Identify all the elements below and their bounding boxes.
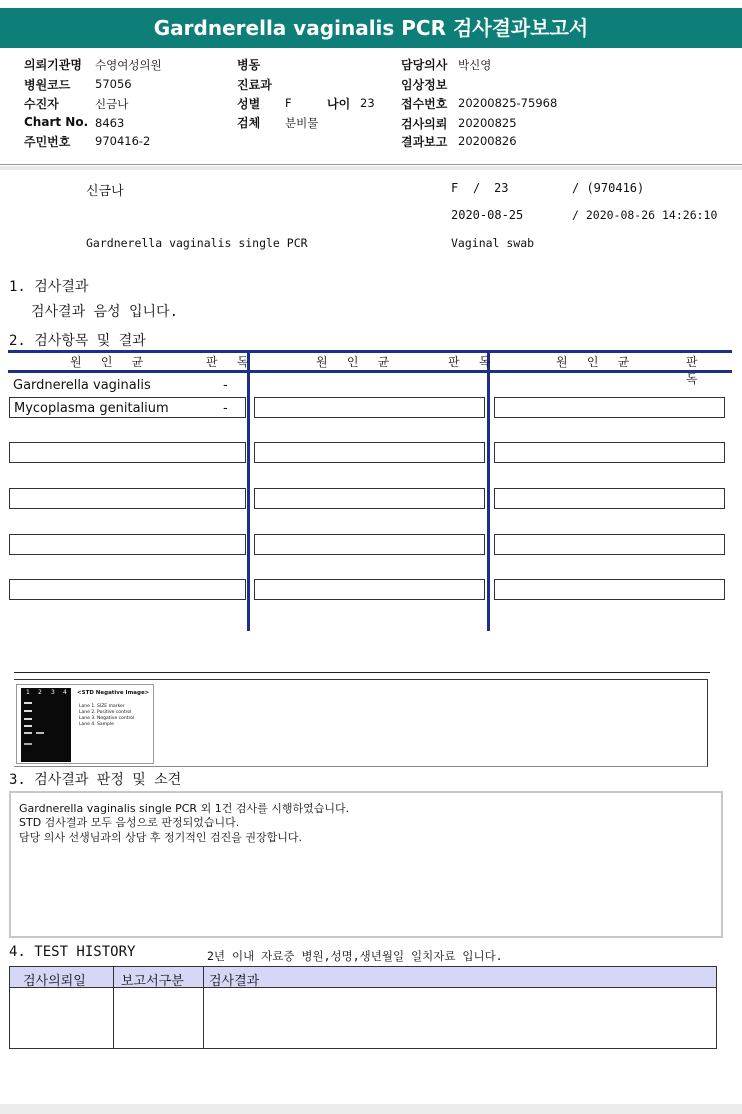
gel-legend: Lane 2. Positive control <box>79 710 132 715</box>
receipt-no-label: 접수번호 <box>401 97 448 111</box>
opinion-line: Gardnerella vaginalis single PCR 외 1건 검사를 시행하였습니다. <box>19 802 350 815</box>
col-header-name-2: 원 인 균 <box>316 355 396 369</box>
lane-number: 4 <box>63 689 67 696</box>
section2-title: 2. 검사항목 및 결과 <box>9 333 146 349</box>
result-cell <box>254 579 485 600</box>
result-cell <box>9 442 246 463</box>
gel-legend: Lane 3. Negative control <box>79 716 135 721</box>
age-value: 23 <box>360 96 375 110</box>
section1-result-text: 검사결과 음성 입니다. <box>31 304 179 320</box>
table-header-rule <box>8 370 732 373</box>
history-note: 2년 이내 자료중 병원,성명,생년월일 일치자료 입니다. <box>207 949 503 963</box>
summary-test-name: Gardnerella vaginalis single PCR <box>86 236 308 250</box>
page-footer-shade <box>0 1104 742 1114</box>
result-cell <box>254 397 485 418</box>
col-header-result-1: 판 독 <box>206 355 255 369</box>
organism-name: Mycoplasma genitalium <box>14 401 169 416</box>
gel-legend: Lane 4. Sample <box>79 722 114 727</box>
clinical-info-label: 임상정보 <box>401 78 448 92</box>
header-info <box>0 54 742 154</box>
chart-no-value: 8463 <box>95 116 125 130</box>
gel-band <box>24 710 32 712</box>
table-col-sep-2 <box>487 350 490 631</box>
org-value: 수영여성의원 <box>95 58 162 72</box>
gel-band <box>24 702 32 704</box>
table-col-sep-1 <box>247 350 250 631</box>
lane-number: 1 <box>26 689 30 696</box>
organism-result: - <box>223 378 228 393</box>
col-header-name-1: 원 인 균 <box>70 355 150 369</box>
result-cell <box>9 488 246 509</box>
ward-label: 병동 <box>237 58 261 72</box>
summary-date-received: 2020-08-25 <box>451 208 524 222</box>
section1-title: 1. 검사결과 <box>9 279 89 295</box>
result-cell <box>494 579 725 600</box>
results-table <box>8 350 732 632</box>
lane-number: 3 <box>51 689 55 696</box>
organism-result: - <box>223 401 228 416</box>
org-label: 의뢰기관명 <box>24 58 82 72</box>
age-label: 나이 <box>327 97 351 111</box>
patient-label: 수진자 <box>24 97 59 111</box>
header-divider-shade <box>0 166 742 170</box>
history-col-header: 검사의뢰일 <box>23 974 86 989</box>
report-title: Gardnerella vaginalis PCR 검사결과보고서 <box>0 8 742 48</box>
section4-title: 4. TEST HISTORY <box>9 944 136 960</box>
hospital-code-label: 병원코드 <box>24 78 71 92</box>
result-cell <box>494 534 725 555</box>
dept-label: 진료과 <box>237 78 272 92</box>
col-header-result-3: 판 독 <box>686 355 704 386</box>
sex-label: 성별 <box>237 97 261 111</box>
result-cell <box>9 579 246 600</box>
request-date-label: 검사의뢰 <box>401 117 448 131</box>
request-date-value: 20200825 <box>458 116 517 130</box>
result-cell <box>254 488 485 509</box>
gel-band <box>24 743 32 745</box>
report-date-label: 결과보고 <box>401 135 448 149</box>
resident-no-label: 주민번호 <box>24 135 71 149</box>
gel-band <box>24 725 32 727</box>
result-cell <box>254 534 485 555</box>
specimen-label: 검체 <box>237 116 261 130</box>
history-header-row <box>9 966 717 988</box>
gel-band <box>24 732 32 734</box>
summary-age: 23 <box>494 181 509 195</box>
summary-specimen: Vaginal swab <box>451 236 535 250</box>
header-divider <box>0 164 742 165</box>
organism-name: Gardnerella vaginalis <box>13 378 151 393</box>
col-header-name-3: 원 인 균 <box>556 355 636 369</box>
summary-slash: / <box>473 181 481 195</box>
specimen-value: 분비물 <box>285 116 319 130</box>
resident-no-value: 970416-2 <box>95 134 151 148</box>
history-col-sep <box>203 966 204 1049</box>
summary-name: 신금나 <box>86 184 124 199</box>
gel-electrophoresis-image <box>21 688 71 762</box>
result-cell <box>9 534 246 555</box>
receipt-no-value: 20200825-75968 <box>458 96 558 110</box>
opinion-line: 담당 의사 선생님과의 상담 후 정기적인 검진을 권장합니다. <box>19 831 302 844</box>
history-col-header: 검사결과 <box>209 974 260 989</box>
doctor-value: 박신영 <box>458 58 492 72</box>
opinion-line: STD 검사결과 모두 음성으로 판정되었습니다. <box>19 816 240 829</box>
gel-band <box>36 732 44 734</box>
summary-sex: F <box>451 181 459 195</box>
opinion-box <box>9 791 723 938</box>
gel-band <box>24 718 32 720</box>
gel-top-rule <box>14 672 710 673</box>
sex-value: F <box>285 96 292 110</box>
patient-value: 신금나 <box>95 97 129 111</box>
result-cell <box>494 397 725 418</box>
history-col-sep <box>113 966 114 1049</box>
lane-number: 2 <box>38 689 42 696</box>
hospital-code-value: 57056 <box>95 77 132 91</box>
report-date-value: 20200826 <box>458 134 517 148</box>
history-table <box>9 966 717 1050</box>
history-col-header: 보고서구분 <box>121 974 184 989</box>
history-body <box>9 988 717 1049</box>
result-cell <box>254 442 485 463</box>
section3-title: 3. 검사결과 판정 및 소견 <box>9 772 182 788</box>
summary-date-reported: / 2020-08-26 14:26:10 <box>572 208 718 222</box>
gel-image <box>16 684 154 764</box>
result-cell <box>494 442 725 463</box>
gel-legend: Lane 1. SIZE marker <box>79 704 125 709</box>
col-header-result-2: 판 독 <box>448 355 497 369</box>
summary-id: / (970416) <box>572 181 645 195</box>
doctor-label: 담당의사 <box>401 58 448 72</box>
chart-no-label: Chart No. <box>24 115 89 129</box>
gel-title: <STD Negative Image> <box>77 690 150 696</box>
result-cell <box>494 488 725 509</box>
